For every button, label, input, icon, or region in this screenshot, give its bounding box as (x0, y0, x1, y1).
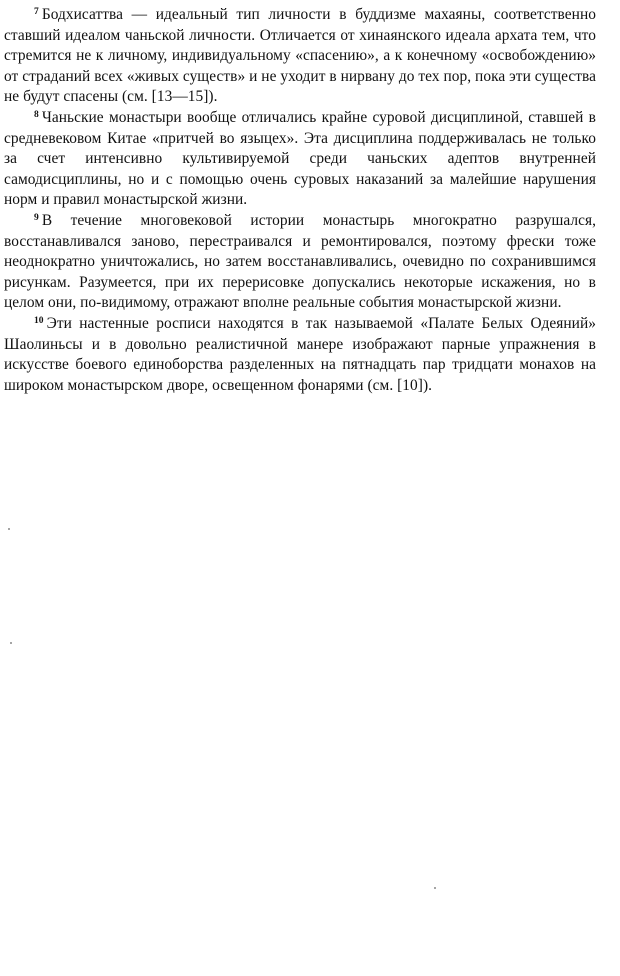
footnote-text: Чаньские монастыри вообще отличались крайне суровой дисциплиной, ставшей в средневековом Китае «притчей во языцех». Эта дисциплина поддерживалась не только за счет интенсивно культивируемой среди чаньских адептов внутренней самодисциплины, но и с помощью очень суровых наказаний за малейшие нарушения норм и правил монастырской жизни. (4, 108, 596, 209)
scan-speck (10, 642, 12, 644)
footnote-marker: 8 (34, 109, 39, 120)
footnote-text: Бодхисаттва — идеальный тип личности в буддизме махаяны, соответственно ставший идеалом чаньской личности. Отличается от хинаянского идеала архата тем, что стремится не к личному, индивидуальному «спасению», а к конечному «освобождению» от страданий всех «живых существ» и не уходит в нирвану до тех пор, пока эти существа не будут спасены (см. [13—15]). (4, 6, 597, 106)
footnote-text: В течение многовековой истории монастырь многократно разрушался, восстанавливался заново, перестраивался и ремонтировался, поэтому фрески тоже неоднократно уничтожались, но затем восстанавливались, очевидно по сохранившимся рисункам. Разумеется, при их перерисовке допускались некоторые искажения, но в целом они, по-видимому, отражают вполне реальные события монастырской жизни. (4, 211, 596, 312)
footnote-7 (4, 5, 596, 108)
footnote-marker: 9 (34, 212, 39, 223)
footnote-10 (4, 314, 596, 396)
scan-speck (8, 528, 10, 530)
footnote-text: Эти настенные росписи находятся в так называемой «Палате Белых Одеяний» Шаолиньсы и в довольно реалистичной манере изображают парные упражнения в искусстве боевого единоборства разделенных на пятнадцать пар тридцати монахов на широком монастырском дворе, освещенном фонарями (см. [10]). (4, 314, 596, 394)
footnote-9 (4, 211, 596, 314)
footnotes-block (4, 5, 596, 396)
footnote-marker: 7 (34, 7, 39, 17)
scan-speck (434, 887, 436, 889)
footnote-8 (4, 108, 596, 211)
footnote-marker: 10 (34, 315, 44, 326)
